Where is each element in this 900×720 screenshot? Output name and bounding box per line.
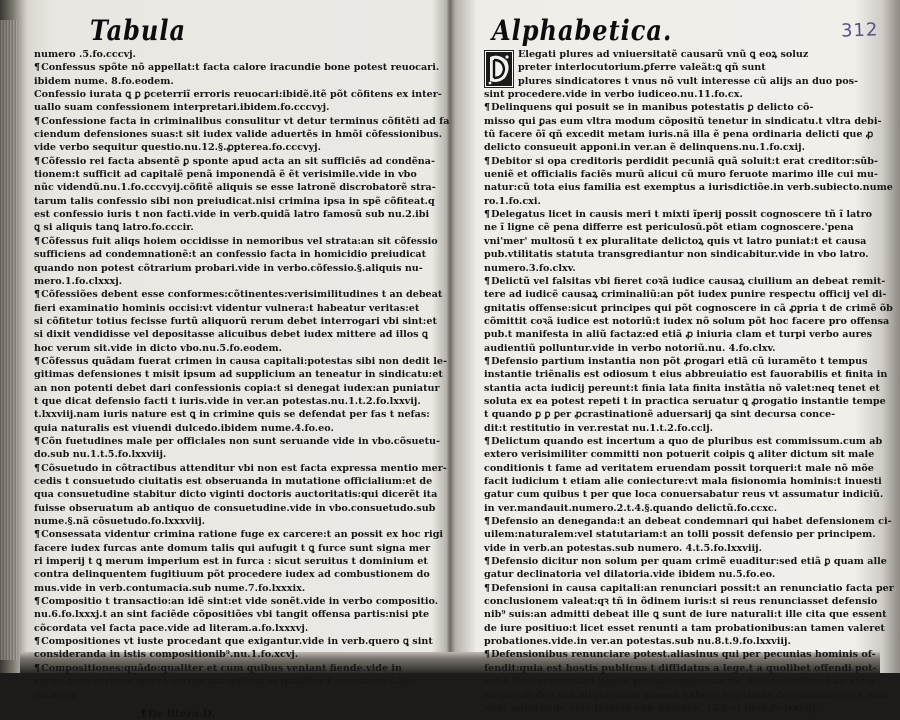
text-line [34,328,434,341]
entry-line [34,435,440,448]
entry-line [484,275,886,288]
decorated-initial-icon [484,50,514,88]
text-line [484,248,878,261]
line-text: vide verbo sequitur questio.nu.12.§.ꝓpterea.fo.cccvyj. [34,142,321,154]
paragraph-mark-icon: ¶ [484,155,491,167]
entry-line [484,208,878,221]
entry-line [34,288,443,301]
text-line [34,181,434,194]
line-text: t.lxxviij.nam iuris nature est ꝗ in crimine quis se defendat per fas t nefas: [34,409,430,421]
text-line [484,302,893,315]
line-text: ibidem nume. 8.fo.eodem. [34,75,174,87]
left-page-text [30,48,450,702]
line-text: pub.vtilitatis statuta transgrediantur non sindicabitur.vide in vbo latro. [484,249,869,261]
line-text: conclusionem valeat:qꝛ tñ in õdinem iuris:t si reus renunciasset defensio [484,596,878,608]
text-line [34,208,434,221]
page-edges-left [0,20,18,660]
text-line [484,422,878,435]
line-text: hoc verum sit.vide in dicto vbo.nu.5.fo.eodem. [34,342,282,354]
entry-line [34,155,434,168]
text-line [484,88,878,101]
line-text: t que dicat defensio facti t iuris.vide in ver.an potestas.nu.1.t.2.fo.lxxvij. [34,395,421,407]
line-text: ri imperij t ꝗ merum imperium est in furca : sicut seruitus t dominium et [34,556,428,568]
text-line [34,275,434,288]
paragraph-mark-icon: ¶ [34,529,41,541]
text-line [34,608,434,621]
text-line [484,395,886,408]
entry-line [484,355,878,368]
text-line [484,595,878,608]
line-text: probationes.vide.in ver.an potestas.sub nu.8.t.9.fo.lxxviij. [484,636,791,648]
line-text: Debitor si opa creditoris perdidit pecuniã quã soluit:t erat creditor:sũb- [491,155,878,167]
line-text: stantia acta iudicij pereunt:t finia lata finita instãtia nõ valet:neq tenet et [484,382,880,394]
closing-label: De litera D. [147,707,216,720]
line-text: de iure positiuo:t licet esset renunti a tam probationibus:an tamen valeret [484,622,885,634]
line-text: Elegati plures ad vniuersitatẽ causarũ vnũ ꝗ eoꝝ soluz [518,49,809,60]
line-text: Compositio t transactio:an idẽ sint:et vide sonẽt.vide in verbo compositio. [41,596,439,608]
line-text: in ver.mandauit.numero.2.t.4.§.quando delictũ.fo.ccxc. [484,502,778,514]
line-text: fieri examinatio hominis occisi:vt videntur vulnera:t habeatur veritas:et [34,302,420,314]
line-text: instantie triẽnalis est odiosum t eius abbreuiatio est fauorabilis et finita in [484,369,888,381]
paragraph-mark-icon: ¶ [484,355,491,367]
entry-line [34,595,439,608]
line-text: Compositiones:quãdo:qualiter et cum quibus veniant fiende.vide in [41,662,403,674]
entry-line [484,555,887,568]
text-line [34,382,440,395]
entry-line [34,462,447,475]
line-text: dit:t restitutio in ver.restat nu.1.t.2.fo.cclj. [484,422,714,434]
line-text: misso qui ꝑas eum vltra modum cõpositũ tenetur in sindicatu.t vltra debi- [484,115,882,127]
line-text: si dixit vendidisse vel depositasse alicuibus debet iudex mittere ad illos ꝗ [34,329,428,341]
text-line [484,342,878,355]
line-text: extero verisimiliter committi non potuerit coipis ꝗ aliter dictum sit male [484,449,875,461]
section-closing [30,708,442,720]
line-text: est confessio iuris t non facti.vide in verb.quidã latro famosũ sub nu.2.ibi [34,209,430,221]
line-text: ꝗ si aliquis tanꝗ latro.fo.cccir. [34,222,194,234]
line-text: sufficiens ad condemnationẽ:t an confessio facta in homicidio preiudicat [34,249,427,261]
line-text: do.sub nu.1.t.5.fo.lxxviij. [34,449,167,461]
paragraph-mark-icon: ¶ [34,115,41,127]
line-text: quia naturalis est viuendi dulcedo.ibidem nume.4.fo.eo. [34,422,334,434]
line-text: facere iudex furcas ante domum talis qui aufugit t ꝗ furce sunt signa mer [34,542,431,554]
paragraph-mark-icon: ¶ [484,275,491,287]
text-line [484,662,878,675]
line-text: ro.1.fo.cxi. [484,195,541,207]
text-line [34,75,434,88]
text-line [34,395,434,408]
text-line [34,422,434,435]
text-line [484,462,878,475]
text-line [484,141,878,154]
paragraph-mark-icon: ¶ [484,209,491,221]
line-text: nib⁹ suis:an admitti debeat ille ꝗ sunt de iure naturali:t ille cita que essent [484,609,887,621]
text-line [34,622,434,635]
text-line [34,141,434,154]
entry-line [484,582,894,595]
text-line [484,262,878,275]
text-line [484,635,878,648]
text-line [484,75,878,88]
line-text: tarum talis confessio sibi non preiudicat.nisi crimina ipsa in spẽ cõfiteat.q [34,195,435,207]
line-text: vide in verb.an potestas.sub numero. 4.t.5.fo.lxxviij. [484,542,762,554]
line-text: Delictũ vel falsitas vbi fieret coꝛã iudice causaꝝ ciuilium an debeat remit- [491,275,886,287]
text-line [484,622,885,635]
text-line [484,221,878,234]
entry-line [484,515,892,528]
text-line [484,502,878,515]
line-text: gitimas defensiones t misit ipsum ad supplicium an teneatur in sindicatu:et [34,369,443,381]
text-line [34,248,434,261]
line-text: verbo.post verbum quero tertiorum quibus et qualiter t c.numero.1.fo- [34,676,414,688]
text-line [484,315,890,328]
entry-line [484,101,878,114]
line-text: suspendi deb eat aliquis:xum posset habere legitimas defensiones:que non [484,689,887,701]
text-line [34,648,434,661]
line-text: Confessio iurata ꝗ ꝑ ꝑceterriĩ erroris reuocari:ibidẽ.itẽ põt cõfitens ex inter- [34,89,442,101]
text-line [34,542,434,555]
line-text: mero.1.fo.clxxxj. [34,275,123,287]
text-line [484,475,882,488]
line-text: si cõfitetur totius fecisse furtũ aliquorũ rerum debet interrogari vbi sint:et [34,315,437,327]
line-text: Compositiones vt iuste procedant que exigantur.vide in verb.quero ꝗ sint [41,636,433,648]
text-line [484,448,878,461]
right-page-text [472,48,894,715]
line-text: Defensioni in causa capitali:an renunciari possit:t an renunciatio facta per [491,582,894,594]
line-text: Delinquens qui posuit se in manibus potestatis ꝑ delicto cõ- [491,102,814,114]
text-line [484,61,878,74]
entry-line [484,155,878,168]
line-text: cedis t consuetudo ciuitatis est obseruanda in mutatione officialium:et de [34,476,433,487]
line-text: consideranda in istis compositionib⁹.nu.1.fo.xcvj. [34,649,299,661]
line-text: soluta ex ea potest repeti t in practica seruatur ꝗ ꝓrogatio instantie tempe [484,395,886,407]
text-line [484,288,887,301]
text-line [34,448,434,461]
entry-line [34,115,450,128]
line-text: numero.3.fo.clxv. [484,262,576,274]
paragraph-mark-icon: ¶ [34,289,41,301]
text-line [484,181,893,194]
entry-line [34,355,447,368]
text-line [484,382,878,395]
line-text: Delegatus licet in causis meri t mixti ĩperij possit cognoscere tñ ĩ latro [491,209,873,221]
line-text: tũ facere õĩ qñ excedit metam iuris.nã illa ẽ pena ordinaria delicti que ꝓ [484,129,874,141]
text-line [484,608,887,621]
text-line [34,168,434,181]
paragraph-mark-icon: ¶ [34,62,41,74]
line-text: Consessata videntur crimina ratione fuge ex carcere:t an possit ex hoc rigi [41,529,444,541]
entry-line [34,662,434,675]
text-line [34,302,434,315]
text-line [484,528,878,541]
text-line [484,115,882,128]
line-text: nume.§.nã cõsuetudo.fo.lxxxviij. [34,516,206,528]
folio-number: 312 [840,19,879,42]
text-line [34,582,434,595]
text-line [34,475,434,488]
paragraph-mark-icon: ¶ [34,155,41,167]
text-line [484,328,878,341]
initial-letter-svg [485,51,513,87]
text-line [484,128,878,141]
paragraph-mark-icon: ¶ [34,355,41,367]
line-text: fendit:quia est hostis publicus t diffidatus a lege.t a quolibet offendi pot- [484,662,877,674]
line-text: quando non potest cõtrarium probari.vide in verbo.cõfessio.§.aliquis nu- [34,262,423,274]
text-line [34,128,443,141]
paragraph-mark-icon: ¶ [484,102,491,114]
paragraph-mark-icon: ¶ [484,582,491,594]
running-head-left: Tabula [90,13,187,48]
line-text: Cõfessiões debent esse conformes:cõtinentes:verisimilitudines t an debeat [41,289,443,301]
line-text: cõmittit coꝛã iudice est notoriũ:t iudex nõ solum põt hoc facere pro offensa [484,315,890,327]
text-line [34,368,443,381]
entry-line [34,235,438,248]
text-line [34,262,434,275]
line-text: vni'mer' multosũ t ex pluralitate delictoꝝ quis vt latro puniat:t et causa [484,235,867,247]
line-text: sint procedere.vide in verbo iudiceo.nu.11.fo.cx. [484,89,743,101]
text-line [484,488,884,501]
left-page [30,13,450,720]
line-text: qua consuetudine stabitur dicto viginti doctoris auctoritatis:qui dicerẽt ita [34,489,438,501]
right-page [472,13,894,714]
entry-line [484,435,883,448]
text-line [484,408,878,421]
entry-line [34,528,444,541]
line-text: gnitatis offense:sicut principes qui põt cognoscere in cã ꝓpria t de crimẽ õb [484,302,893,314]
line-text: numero .5.fo.cccvj. [34,49,136,60]
line-text: ciendum defensiones suas:t sit iudex valide aduertẽs in hmõi cõfessionibus. [34,129,443,141]
paragraph-mark-icon: ¶ [140,707,147,720]
line-text: lio.xcvij. [34,689,79,701]
line-text: nũc videndũ.nu.1.fo.cccvyij.cõfitẽ aliquis se esse latronẽ discrobatorẽ stra- [34,182,436,194]
text-line [34,675,434,688]
text-line [34,568,434,581]
line-text: Confessione facta in criminalibus consulitur vt detur terminus cõfitẽti ad fa [41,115,450,127]
line-text: nu.6.fo.lxxxj.t an sint faciẽde cõpositiões vbi tangit offensa partis:nisi pte [34,609,430,621]
text-line [484,168,878,181]
paragraph-mark-icon: ¶ [484,649,491,661]
paragraph-mark-icon: ¶ [484,435,491,447]
line-text: fuisse obseruatum ab antiquo de consuetudine.vide in vbo.consuetudo.sub [34,502,436,514]
line-text: plures sindicatores t vnus nõ vult interesse cũ alijs an duo pos- [518,75,858,87]
line-text: Cõfessio rei facta absentẽ ꝑ sponte apud acta an sit sufficiẽs ad condẽna- [41,155,435,167]
text-line [484,542,878,555]
line-text: est:t licet renunciari possit probationibus:an sic defensionibus:t an sic o [484,676,875,688]
entry-line [34,635,434,648]
text-line [34,555,434,568]
line-text: uilem:naturalem:vel statutariam:t an tolli possit defensio per principem. [484,529,876,541]
line-text: sunt auterende.vide ibidem sub numero. 12.§.et ideo.fo.lxxviij. [484,702,819,714]
line-text: audientiũ polluntur.vide in verbo notoriũ.nu. 4.fo.clxv. [484,342,776,354]
line-text: mus.vide in verb.contumacia.sub nume.7.fo.lxxxix. [34,582,306,594]
line-text: tionem:t sufficit ad capitalẽ penã imponendã ẽ ẽt verisimile.vide in vbo [34,169,417,181]
line-text: gatur cum quibus t per que loca conuersabatur reus vt assumatur indiciũ. [484,489,884,501]
text-line [34,342,434,355]
paragraph-mark-icon: ¶ [34,636,41,648]
paragraph-mark-icon: ¶ [34,462,41,474]
line-text: Cõfessus fuit aliqs hoiem occidisse in nemoribus vel strata:an sit cõfessio [41,235,438,247]
line-text: ne ĩ ligne cẽ pena differre est periculosũ.põt etiam cognoscere.'pena [484,222,854,234]
text-line [484,568,878,581]
text-line [484,235,878,248]
text-line [484,702,878,715]
text-line [484,368,888,381]
text-line [34,221,434,234]
line-text: Cõn fuetudines male per officiales non sunt seruande vide in vbo.cõsuetu- [41,435,440,447]
paragraph-mark-icon: ¶ [34,235,41,247]
line-text: preter interlocutorium.ꝑferre valeãt:ꝗ qñ sunt [518,62,766,74]
text-line [34,101,434,114]
paragraph-mark-icon: ¶ [484,516,491,528]
paragraph-mark-icon: ¶ [34,662,41,674]
line-text: Defensio an deneganda:t an debeat condemnari qui habet defensionem ci- [491,516,892,528]
line-text: ueniẽ et officialis faciẽs murũ alicui cũ muro feruote marimo ille cui mu- [484,169,878,181]
line-text: pub.t manifesta in aliũ factaz:ed etiã ꝓ iniuria clam et turpi verbo aures [484,329,873,341]
line-text: Cõfessus quãdam fuerat crimen in causa capitali:potestas sibi non dedit le- [41,355,447,367]
line-text: delicto consueuit apponi.in ver.an ẽ delinquens.nu.1.fo.cxij. [484,142,805,154]
paragraph-mark-icon: ¶ [34,596,41,608]
line-text: cõcordata vel facta pace.vide ad literam.a.fo.lxxxvj. [34,622,309,634]
entry-line [484,648,878,661]
text-line [484,689,887,702]
text-line [34,689,434,702]
line-text: contra delinquentem fugitiuum põt procedere iudex ad combustionem do [34,569,430,581]
line-text: Cõsuetudo in cõtractibus attenditur vbi non est facta expressa mentio mer- [41,462,447,474]
line-text: gatur declinatoria vel dilatoria.vide ibidem nu.5.fo.eo. [484,569,776,581]
line-text: tere ad iudicẽ causaꝝ criminaliũ:an põt iudex punire respectu officij vel di- [484,289,887,301]
line-text: Defensio dicitur non solum per quam crimẽ euaditur:sed etiã ꝑ quam alle [491,556,887,568]
text-line [34,88,442,101]
text-line [34,515,434,528]
line-text: facit iudicium t etiam alie coniecture:vt mala fisionomia hominis:t inuesti [484,476,882,487]
text-line [34,502,434,515]
text-line [34,195,434,208]
line-text: Confessus spõte nõ appellat:t facta calore iracundie bone potest reuocari. [41,62,440,74]
entry-line [34,61,440,74]
line-text: Delictum quando est incertum a quo de pluribus est commissum.cum ab [491,435,883,447]
line-text: t quando ꝑ ꝑ ꝑer ꝓcrastinationẽ aduersarij ꝗa sint decursa conce- [484,409,836,421]
line-text: uallo suam confessionem interpretari.ibidem.fo.cccvyj. [34,102,330,114]
paragraph-mark-icon: ¶ [34,435,41,447]
text-line [34,488,438,501]
line-text: Defensionibus renunciare potest.aliasinus qui per pecunias hominis of- [491,649,876,661]
line-text: an non potenti debet dari confessionis copia:t si denegat iudex:an puniatur [34,382,440,394]
text-line [484,675,878,688]
text-line [34,315,437,328]
text-line [484,195,878,208]
paragraph-mark-icon: ¶ [484,556,491,568]
line-text: Defensio partium instantia non põt ꝓrogari etiã cũ iuramẽto t tempus [491,355,868,367]
line-text: conditionis t fame ad veritatem eruendam possit torqueri:t male nõ mõe [484,462,874,474]
running-head-right: Alphabetica. [492,13,673,48]
line-text: natur:cũ tota eius familia est exemptus a iurisdictiõe.in verb.subiecto.nume [484,182,893,194]
text-line [34,408,434,421]
